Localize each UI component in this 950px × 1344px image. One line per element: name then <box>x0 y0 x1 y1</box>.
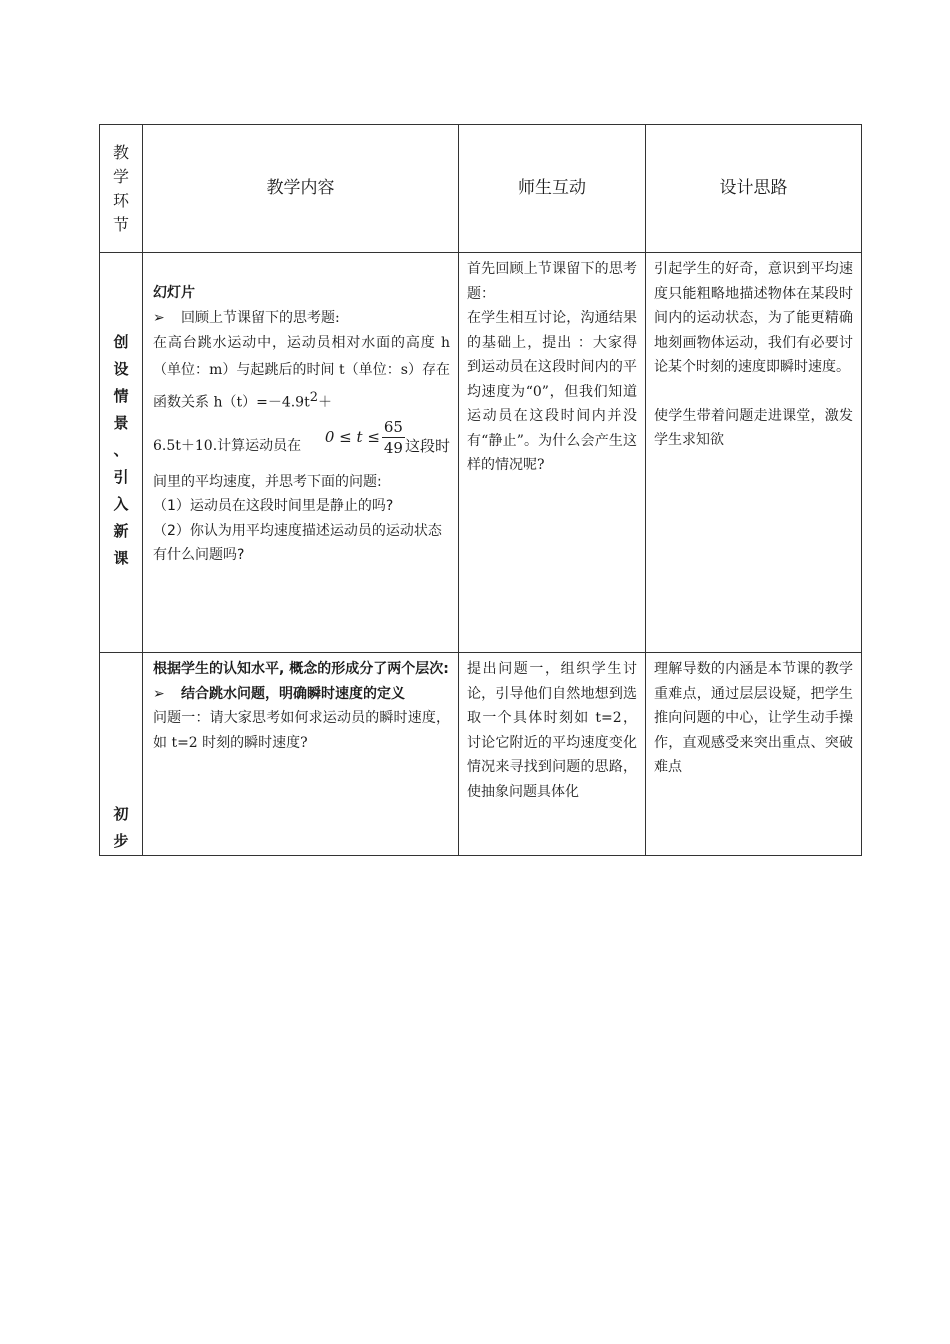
stage-char: 情 <box>113 387 129 405</box>
inequality: 0 ≤ t ≤ <box>324 427 380 446</box>
stage-char: 创 <box>113 333 129 351</box>
design-text: 引起学生的好奇，意识到平均速度只能粗略地描述物体在某段时间内的运动状态，为了能更精确地刻画物体运动，我们有必要讨论某个时刻的速度即瞬时速度。 <box>654 261 853 375</box>
stage-char: 入 <box>113 495 129 513</box>
question-1: （1）运动员在这段时间里是静止的吗? <box>153 498 394 515</box>
question-2: （2）你认为用平均速度描述运动员的运动状态有什么问题吗? <box>153 522 442 564</box>
header-stage <box>100 125 143 253</box>
fraction-numerator: 65 <box>383 417 403 436</box>
stage-label <box>100 253 142 572</box>
stage-char: 步 <box>113 832 129 850</box>
stage-char: 节 <box>112 214 129 234</box>
fraction-denominator: 49 <box>383 438 403 457</box>
stage-label <box>100 653 142 855</box>
interaction-text: 在学生相互讨论，沟通结果的基础上，提出 ：大家得到运动员在这段时间内的平均速度为“0”，但我们知道运动员在这段时间内并没有“静止”。为什么会产生这样的情况呢? <box>467 310 637 473</box>
table-row <box>100 253 862 653</box>
exponent: 2 <box>309 390 318 405</box>
header-interaction: 师生互动 <box>459 125 646 253</box>
slide-title: 幻灯片 <box>153 285 195 301</box>
formula-line <box>153 417 450 458</box>
table-header-row <box>100 125 862 253</box>
problem-statement: 在高台跳水运动中，运动员相对水面的高度 h（单位：m）与起跳后的时间 t（单位：s）存在函数关系 h（t）=－4.9t <box>153 335 450 411</box>
time-interval-formula <box>325 417 405 458</box>
problem-text <box>153 330 450 417</box>
stage-char: 初 <box>113 805 129 823</box>
design-cell <box>646 653 862 856</box>
stage-char: 引 <box>113 468 129 486</box>
stage-char: 学 <box>112 166 129 186</box>
fraction <box>382 417 405 458</box>
interaction-text: 提出问题一，组织学生讨论，引导他们自然地想到选取一个具体时刻如 t=2，讨论它附近的平均速度变化情况来寻找到问题的思路，使抽象问题具体化 <box>467 661 637 800</box>
stage-char: 设 <box>113 360 129 378</box>
formula-text: 6.5t＋10.计算运动员在 <box>153 437 302 454</box>
stage-char: 景 <box>113 414 129 432</box>
design-cell <box>646 253 862 653</box>
stage-cell <box>100 253 143 653</box>
lesson-plan-table <box>99 124 862 856</box>
content-cell <box>143 653 459 856</box>
intro-text: 根据学生的认知水平, 概念的形成分了两个层次: <box>153 661 449 677</box>
formula-text-end: 这段时 <box>404 436 450 455</box>
header-stage-text <box>100 141 142 237</box>
interaction-cell <box>459 253 646 653</box>
table-row <box>100 653 862 856</box>
arrow-bullet-icon: ➢ <box>153 309 165 326</box>
arrow-bullet-icon: ➢ <box>153 685 165 702</box>
header-content: 教学内容 <box>143 125 459 253</box>
content-cell <box>143 253 459 653</box>
concept-bullet <box>153 682 450 707</box>
review-bullet <box>153 306 450 331</box>
stage-char: 、 <box>113 441 129 459</box>
stage-cell <box>100 653 143 856</box>
header-design: 设计思路 <box>646 125 862 253</box>
concept-bullet-text: 结合跳水问题，明确瞬时速度的定义 <box>181 685 405 702</box>
interaction-text: 首先回顾上节课留下的思考题： <box>467 261 637 302</box>
interaction-cell <box>459 653 646 856</box>
prompt-text: 间里的平均速度，并思考下面的问题: <box>153 473 382 490</box>
stage-char: 环 <box>112 190 129 210</box>
stage-char: 新 <box>113 522 129 540</box>
stage-char: 教 <box>112 142 129 162</box>
review-bullet-text: 回顾上节课留下的思考题: <box>181 309 340 326</box>
design-text: 使学生带着问题走进课堂，激发学生求知欲 <box>654 407 853 448</box>
question-text: 问题一：请大家思考如何求运动员的瞬时速度，如 t=2 时刻的瞬时速度? <box>153 710 450 751</box>
stage-char: 课 <box>113 549 129 567</box>
design-text: 理解导数的内涵是本节课的教学重难点，通过层层设疑，把学生推向问题的中心，让学生动手操作，直观感受来突出重点、突破难点 <box>654 661 853 775</box>
plus-sign: ＋ <box>318 394 332 411</box>
